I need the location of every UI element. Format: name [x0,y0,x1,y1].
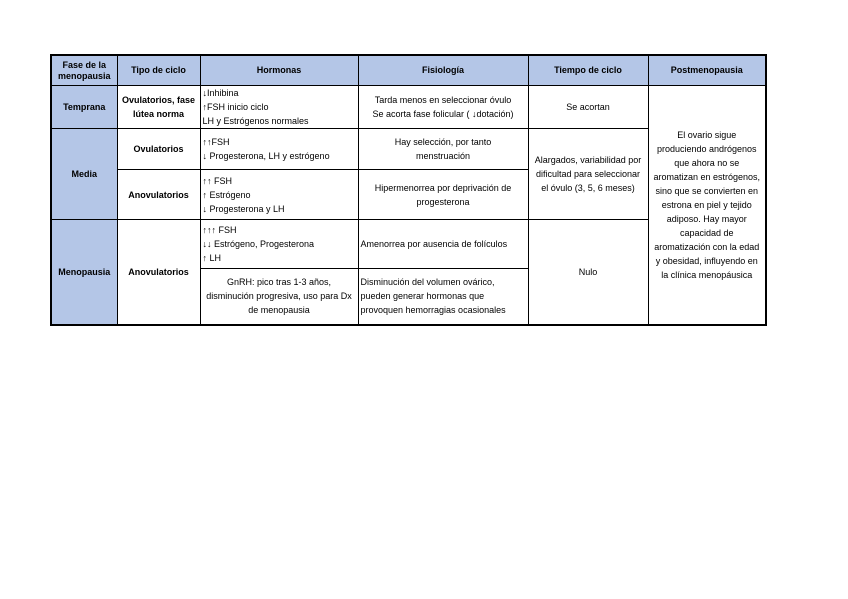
header-hormonas: Hormonas [200,55,358,86]
menopause-table [50,54,767,326]
cycle-time: Nulo [528,220,648,325]
header-postmenopausia: Postmenopausia [648,55,766,86]
hormone-line: ↑↑ FSH [202,175,233,186]
physiology-line: Tarda menos en seleccionar óvulo [374,95,512,105]
postmenopausia-text: El ovario sigue produciendo andrógenos que ahora no se aromatizan en estrógenos, sino que se convierten en estrona en piel y tejido adiposo. Hay mayor capacidad de aromatización con la edad y obesidad, influyendo en la clínica menopáusica [648,86,766,325]
header-tipo: Tipo de ciclo [117,55,200,86]
cycle-type: Anovulatorios [117,220,200,325]
hormone-line: ↓Inhibina [202,88,239,98]
cycle-time: Se acortan [528,86,648,129]
table-row [51,86,766,129]
physiology-line: Se acorta fase folicular ( ↓dotación) [372,109,514,119]
hormones-cell [200,170,358,220]
physiology-cell: Amenorrea por ausencia de folículos [358,220,528,269]
hormone-line: ↓↓ Estrógeno, Progesterona [202,239,315,249]
hormones-cell [200,86,358,129]
hormone-line: ↑ LH [202,253,222,263]
hormone-line: ↓ Progesterona y LH [202,203,285,214]
hormone-line: LH y Estrógenos normales [202,116,309,126]
phase-media: Media [51,129,117,220]
physiology-cell [358,86,528,129]
hormone-line: ↑↑↑ FSH [202,225,237,235]
cycle-type: Anovulatorios [117,170,200,220]
cycle-type: Ovulatorios [117,129,200,170]
hormone-line: ↑FSH inicio ciclo [202,102,269,112]
header-tiempo: Tiempo de ciclo [528,55,648,86]
physiology-cell: Hipermenorrea por deprivación de progesterona [358,170,528,220]
hormone-line: ↓ Progesterona, LH y estrógeno [202,151,330,161]
header-fisiologia: Fisiología [358,55,528,86]
header-row [51,55,766,86]
hormone-line: ↑ Estrógeno [202,189,251,200]
phase-temprana: Temprana [51,86,117,129]
cycle-type: Ovulatorios, fase lútea norma [117,86,200,129]
hormones-cell [200,220,358,269]
hormones-cell [200,129,358,170]
physiology-cell: Disminución del volumen ovárico, pueden generar hormonas que provoquen hemorragias ocasionales [358,269,528,325]
phase-menopausia: Menopausia [51,220,117,325]
cycle-time: Alargados, variabilidad por dificultad para seleccionar el óvulo (3, 5, 6 meses) [528,129,648,220]
hormones-cell: GnRH: pico tras 1-3 años, disminución progresiva, uso para Dx de menopausia [200,269,358,325]
header-fase: Fase de la menopausia [51,55,117,86]
physiology-cell: Hay selección, por tanto menstruación [358,129,528,170]
hormone-line: ↑↑FSH [202,137,230,147]
